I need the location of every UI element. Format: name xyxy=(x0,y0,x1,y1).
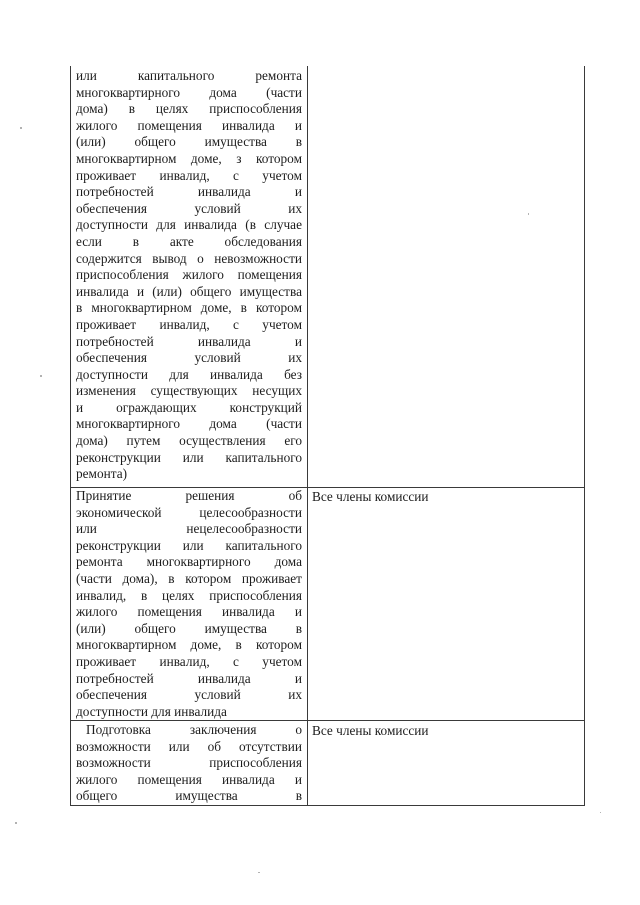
text-line: приспособления жилого помещения xyxy=(76,267,302,283)
text-line: ремонта) xyxy=(76,466,128,482)
scan-speck xyxy=(15,822,17,824)
text-line: реконструкции или капитального xyxy=(76,537,302,553)
text-line: или нецелесообразности xyxy=(76,521,302,537)
text-line: обеспечения условий их xyxy=(76,350,302,366)
row-2-description xyxy=(76,488,302,720)
text-line: возможности или об отсутствии xyxy=(76,738,302,754)
text-line: обеспечения условий их xyxy=(76,687,302,703)
text-line: потребностей инвалида и xyxy=(76,333,302,349)
text-line: дома) в целях приспособления xyxy=(76,101,302,117)
text-line: многоквартирного дома (части xyxy=(76,84,302,100)
text-line: Подготовка заключения о xyxy=(86,722,302,737)
text-line: многоквартирного дома (части xyxy=(76,416,302,432)
text-line: доступности для инвалида (в случае xyxy=(76,217,302,233)
text-line: многоквартирном доме, в котором xyxy=(76,637,302,653)
table-column-divider xyxy=(307,66,308,806)
text-line: проживает инвалид, с учетом xyxy=(76,653,302,669)
text-line: проживает инвалид, с учетом xyxy=(76,316,302,332)
text-line: потребностей инвалида и xyxy=(76,670,302,686)
text-line: изменения существующих несущих xyxy=(76,383,302,399)
text-line: в многоквартирном доме, в котором xyxy=(76,300,302,316)
text-line: экономической целесообразности xyxy=(76,504,302,520)
text-line: обеспечения условий их xyxy=(76,200,302,216)
text-line: жилого помещения инвалида и xyxy=(76,604,302,620)
text-line: (или) общего имущества в xyxy=(76,134,302,150)
text-line: жилого помещения инвалида и xyxy=(76,117,302,133)
row-2-responsible: Все члены комиссии xyxy=(312,489,429,504)
text-line: доступности для инвалида xyxy=(76,703,227,719)
table-bottom-border xyxy=(70,805,585,806)
row-3-responsible: Все члены комиссии xyxy=(312,723,429,738)
text-line: многоквартирном доме, з котором xyxy=(76,150,302,166)
text-line: реконструкции или капитального xyxy=(76,449,302,465)
scan-speck xyxy=(528,213,529,215)
text-line: Принятие решения об xyxy=(76,488,302,503)
text-line: и ограждающих конструкций xyxy=(76,399,302,415)
text-line: проживает инвалид, с учетом xyxy=(76,167,302,183)
text-line: возможности приспособления xyxy=(76,755,302,771)
scan-speck xyxy=(20,127,22,129)
scan-speck xyxy=(258,872,260,873)
row-1-description xyxy=(76,68,302,483)
text-line: инвалид, в целях приспособления xyxy=(76,587,302,603)
text-line: инвалида и (или) общего имущества xyxy=(76,283,302,299)
text-line: жилого помещения инвалида и xyxy=(76,771,302,787)
text-line: или капитального ремонта xyxy=(76,68,302,83)
text-line: доступности для инвалида без xyxy=(76,366,302,382)
row-3-description xyxy=(76,722,302,805)
text-line: если в акте обследования xyxy=(76,233,302,249)
table-right-border xyxy=(584,66,585,806)
table-left-border xyxy=(70,66,71,806)
text-line: потребностей инвалида и xyxy=(76,184,302,200)
text-line: общего имущества в xyxy=(76,788,302,804)
text-line: содержится вывод о невозможности xyxy=(76,250,302,266)
text-line: дома) путем осуществления его xyxy=(76,433,302,449)
text-line: (или) общего имущества в xyxy=(76,620,302,636)
scan-speck xyxy=(40,375,42,377)
scan-speck xyxy=(600,812,601,813)
text-line: (части дома), в котором проживает xyxy=(76,570,302,586)
text-line: ремонта многоквартирного дома xyxy=(76,554,302,570)
